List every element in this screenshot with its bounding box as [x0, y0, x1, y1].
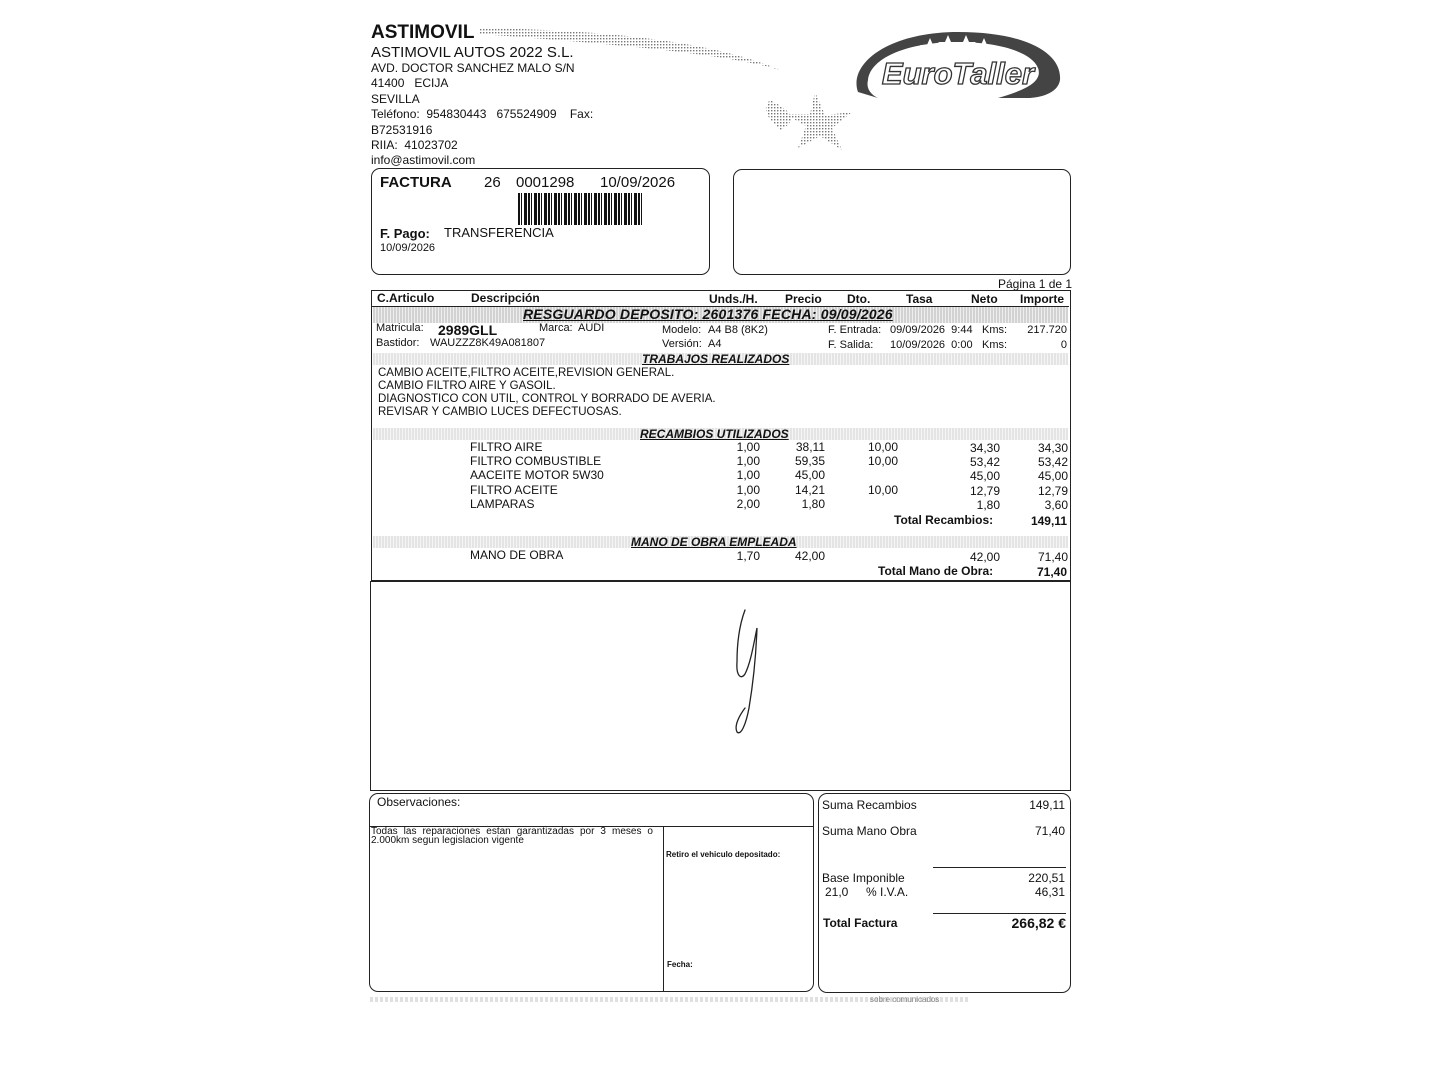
plate-label: Matricula:	[376, 322, 424, 334]
logo-text: EuroTaller	[881, 56, 1035, 91]
observations-label: Observaciones:	[377, 795, 461, 809]
labor-units: 1,70	[736, 549, 760, 563]
sum-parts-label: Suma Recambios	[822, 798, 917, 812]
cell-net: 45,00	[969, 469, 1000, 484]
company-legal-name: ASTIMOVIL AUTOS 2022 S.L.	[371, 44, 574, 61]
cell-dto: 10,00	[867, 454, 898, 469]
brand-label: Marca:	[539, 322, 573, 334]
header-rate: Tasa	[906, 292, 933, 306]
table-row: LAMPARAS	[470, 496, 535, 511]
deposit-title: RESGUARDO DEPOSITO: 2601376 FECHA: 09/09/2026	[523, 306, 893, 322]
invoice-date: 10/09/2026	[600, 174, 676, 191]
invoice-number: 0001298	[516, 174, 575, 191]
parts-dto-col	[838, 440, 898, 511]
parts-total: 149,11	[1030, 514, 1067, 528]
version-label: Versión:	[662, 338, 702, 350]
vat-rate: 21,0	[825, 885, 849, 899]
cell-units: 1,00	[736, 454, 760, 469]
total-amount: 266,82 €	[1011, 915, 1066, 931]
kms-out-label: Kms:	[982, 339, 1008, 351]
work-line: REVISAR Y CAMBIO LUCES DEFECTUOSAS.	[378, 406, 622, 418]
table-row: AACEITE MOTOR 5W30	[470, 468, 604, 483]
labor-total-label: Total Mano de Obra:	[878, 564, 994, 578]
table-row: FILTRO ACEITE	[470, 482, 558, 497]
base-amount: 220,51	[1028, 871, 1065, 885]
eurotaller-logo	[848, 24, 1068, 104]
cell-amount: 3,60	[1044, 497, 1068, 512]
cell-amount: 45,00	[1037, 469, 1068, 484]
payment-date: 10/09/2026	[380, 242, 436, 254]
pickup-label: Retiro el vehiculo depositado:	[666, 850, 781, 859]
model: A4 B8 (8K2)	[708, 324, 768, 336]
entry-date: 09/09/2026 9:44	[890, 324, 973, 336]
cell-units: 2,00	[736, 496, 760, 511]
cell-price: 38,11	[795, 440, 825, 454]
work-line: DIAGNOSTICO CON UTIL, CONTROL Y BORRADO DE AVERIA.	[378, 393, 716, 405]
parts-net-col	[938, 441, 1000, 512]
labor-price: 42,00	[794, 549, 825, 563]
company-short-name: ASTIMOVIL	[371, 22, 475, 43]
cell-price: 14,21	[794, 482, 825, 497]
sum-labor-label: Suma Mano Obra	[822, 824, 917, 838]
date-label: Fecha:	[667, 960, 693, 969]
company-phone: Teléfono: 954830443 675524909 Fax:	[371, 107, 594, 121]
work-line: CAMBIO ACEITE,FILTRO ACEITE,REVISION GENERAL.	[378, 367, 675, 379]
cell-price: 59,35	[794, 454, 825, 469]
cell-net: 34,30	[969, 441, 1000, 455]
labor-total: 71,40	[1036, 565, 1067, 579]
page-indicator: Página 1 de 1	[998, 277, 1073, 291]
company-postal-city: 41400 ECIJA	[371, 76, 449, 90]
kms-in-label: Kms:	[982, 324, 1008, 336]
cell-dto	[838, 497, 898, 511]
cell-units: 1,00	[736, 440, 760, 454]
cell-amount: 53,42	[1037, 455, 1068, 470]
table-row: FILTRO AIRE	[470, 440, 543, 454]
kms-out: 0	[1060, 339, 1067, 351]
cell-units: 1,00	[736, 482, 760, 497]
cell-net: 53,42	[969, 455, 1000, 470]
signature-area	[370, 581, 1071, 791]
work-lines	[378, 367, 716, 419]
work-title: TRABAJOS REALIZADOS	[642, 352, 790, 366]
invoice-series: 26	[484, 174, 501, 191]
company-email: info@astimovil.com	[371, 153, 476, 167]
header-amount: Importe	[1020, 292, 1065, 306]
parts-amount-col	[1004, 441, 1068, 512]
cell-net: 12,79	[969, 483, 1000, 498]
payment-method: TRANSFERENCIA	[444, 225, 554, 240]
parts-units-col	[702, 440, 760, 511]
observations-box	[369, 793, 814, 992]
invoice-label: FACTURA	[380, 174, 452, 191]
cell-net: 1,80	[976, 497, 1000, 512]
vin-label: Bastidor:	[376, 337, 420, 349]
vat-amount: 46,31	[1034, 885, 1065, 899]
parts-total-label: Total Recambios:	[894, 513, 994, 527]
company-riia: RIIA: 41023702	[371, 138, 458, 152]
totals-box	[818, 793, 1071, 993]
entry-label: F. Entrada:	[828, 324, 882, 336]
model-label: Modelo:	[662, 324, 702, 336]
lines-table	[371, 290, 1071, 581]
brand: AUDI	[578, 322, 605, 334]
cell-dto: 10,00	[867, 482, 898, 497]
base-label: Base Imponible	[822, 871, 905, 885]
header-units: Unds./H.	[709, 292, 758, 306]
cell-price: 1,80	[801, 496, 825, 511]
handwritten-signature	[727, 604, 767, 739]
kms-in: 217.720	[1027, 324, 1067, 336]
payment-label: F. Pago:	[380, 226, 430, 241]
version: A4	[708, 338, 722, 350]
header-discount: Dto.	[847, 292, 871, 306]
company-address: AVD. DOCTOR SANCHEZ MALO S/N	[371, 61, 575, 75]
exit-label: F. Salida:	[828, 339, 874, 351]
vat-label: % I.V.A.	[866, 885, 909, 899]
header-code: C.Articulo	[377, 291, 435, 305]
customer-box	[733, 169, 1071, 275]
cell-dto	[838, 468, 898, 482]
decorative-stars-swoosh	[480, 20, 880, 160]
cell-price: 45,00	[794, 468, 825, 483]
cell-amount: 12,79	[1037, 483, 1068, 498]
labor-desc: MANO DE OBRA	[470, 548, 564, 562]
exit-date: 10/09/2026 0:00	[890, 339, 973, 351]
barcode	[518, 193, 644, 225]
table-row: FILTRO COMBUSTIBLE	[470, 454, 602, 469]
warranty-text: Todas las reparaciones estan garantizadas por 3 meses o 2.000km segun legislacion vigente	[371, 826, 653, 846]
header-price: Precio	[785, 292, 822, 306]
header-net: Neto	[971, 292, 998, 306]
cell-amount: 34,30	[1037, 441, 1068, 455]
star-icon	[785, 92, 852, 150]
company-tax-id: B72531916	[371, 123, 433, 137]
labor-amount: 71,40	[1037, 550, 1068, 564]
labor-net: 42,00	[969, 550, 1000, 564]
total-label: Total Factura	[823, 916, 898, 930]
header-description: Descripción	[471, 291, 540, 305]
cell-units: 1,00	[736, 468, 760, 483]
sum-parts: 149,11	[1029, 798, 1065, 812]
sum-labor: 71,40	[1034, 824, 1065, 838]
company-province: SEVILLA	[371, 92, 420, 106]
parts-desc-col	[470, 440, 604, 511]
plate: 2989GLL	[438, 322, 498, 338]
labor-title: MANO DE OBRA EMPLEADA	[631, 535, 797, 549]
invoice-info-box	[371, 168, 710, 275]
footer-note: sobre comunicados	[870, 995, 940, 1004]
parts-title: RECAMBIOS UTILIZADOS	[640, 427, 789, 441]
vin: WAUZZZ8K49A081807	[430, 337, 546, 349]
cell-dto: 10,00	[867, 440, 898, 454]
work-line: CAMBIO FILTRO AIRE Y GASOIL.	[378, 380, 556, 392]
parts-price-col	[766, 440, 825, 511]
